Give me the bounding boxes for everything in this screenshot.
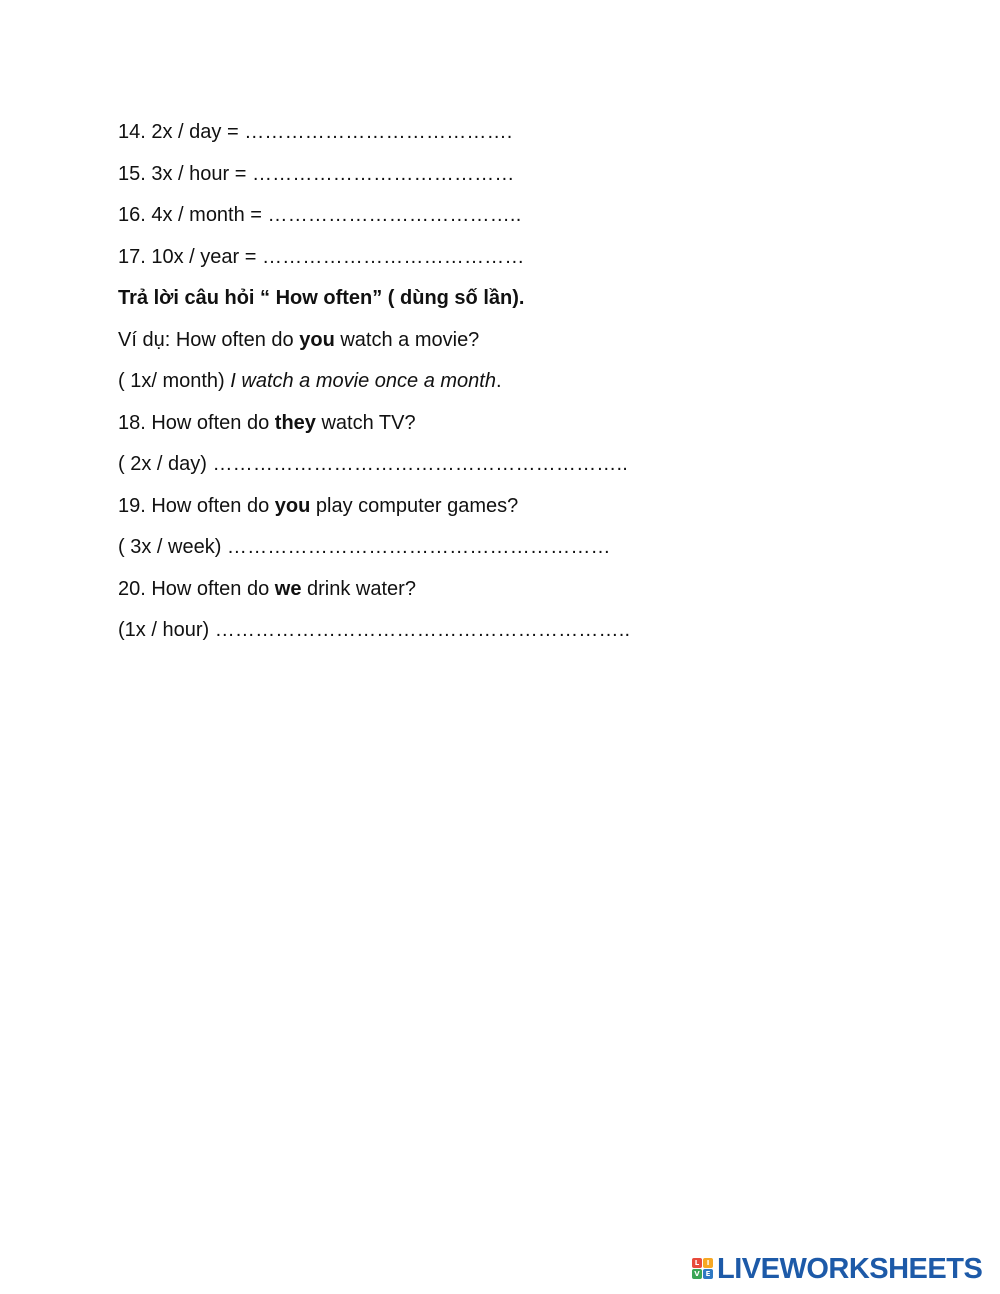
answer-blank[interactable]: ………………………………… — [261, 245, 525, 268]
section-heading: Trả lời câu hỏi “ How often” ( dùng số lần). — [118, 287, 525, 309]
answer-blank[interactable]: ……………………………….. — [267, 204, 522, 226]
answer-blank[interactable]: …………………………………. — [244, 121, 513, 143]
answer-line-18: ( 2x / day) …………………………………………………….. — [118, 453, 628, 475]
answer-blank[interactable]: …………………………………………………….. — [212, 453, 628, 475]
example-question: Ví dụ: How often do you watch a movie? — [118, 328, 480, 351]
answer-line-20: (1x / hour) …………………………………………………….. — [118, 619, 631, 641]
worksheet-body — [118, 112, 918, 652]
question-19: 19. How often do you play computer games? — [118, 494, 519, 517]
exercise-17: 17. 10x / year = ………………………………… — [118, 245, 525, 268]
answer-blank[interactable]: …………………………………………………….. — [214, 619, 631, 641]
answer-line-19: ( 3x / week) ………………………………………………… — [118, 536, 611, 558]
exercise-14: 14. 2x / day = …………………………………. — [118, 121, 513, 143]
logo-mark-icon: L I V E — [692, 1258, 714, 1280]
question-18: 18. How often do they watch TV? — [118, 411, 416, 434]
answer-blank[interactable]: ………………………………… — [251, 162, 515, 185]
example-answer: ( 1x/ month) I watch a movie once a month. — [118, 370, 502, 392]
question-20: 20. How often do we drink water? — [118, 577, 416, 600]
exercise-15: 15. 3x / hour = ………………………………… — [118, 162, 515, 185]
logo-text: LIVEWORKSHEETS — [717, 1252, 983, 1285]
exercise-16: 16. 4x / month = ……………………………….. — [118, 204, 522, 226]
liveworksheets-logo — [692, 1252, 982, 1286]
answer-blank[interactable]: ………………………………………………… — [226, 536, 611, 558]
